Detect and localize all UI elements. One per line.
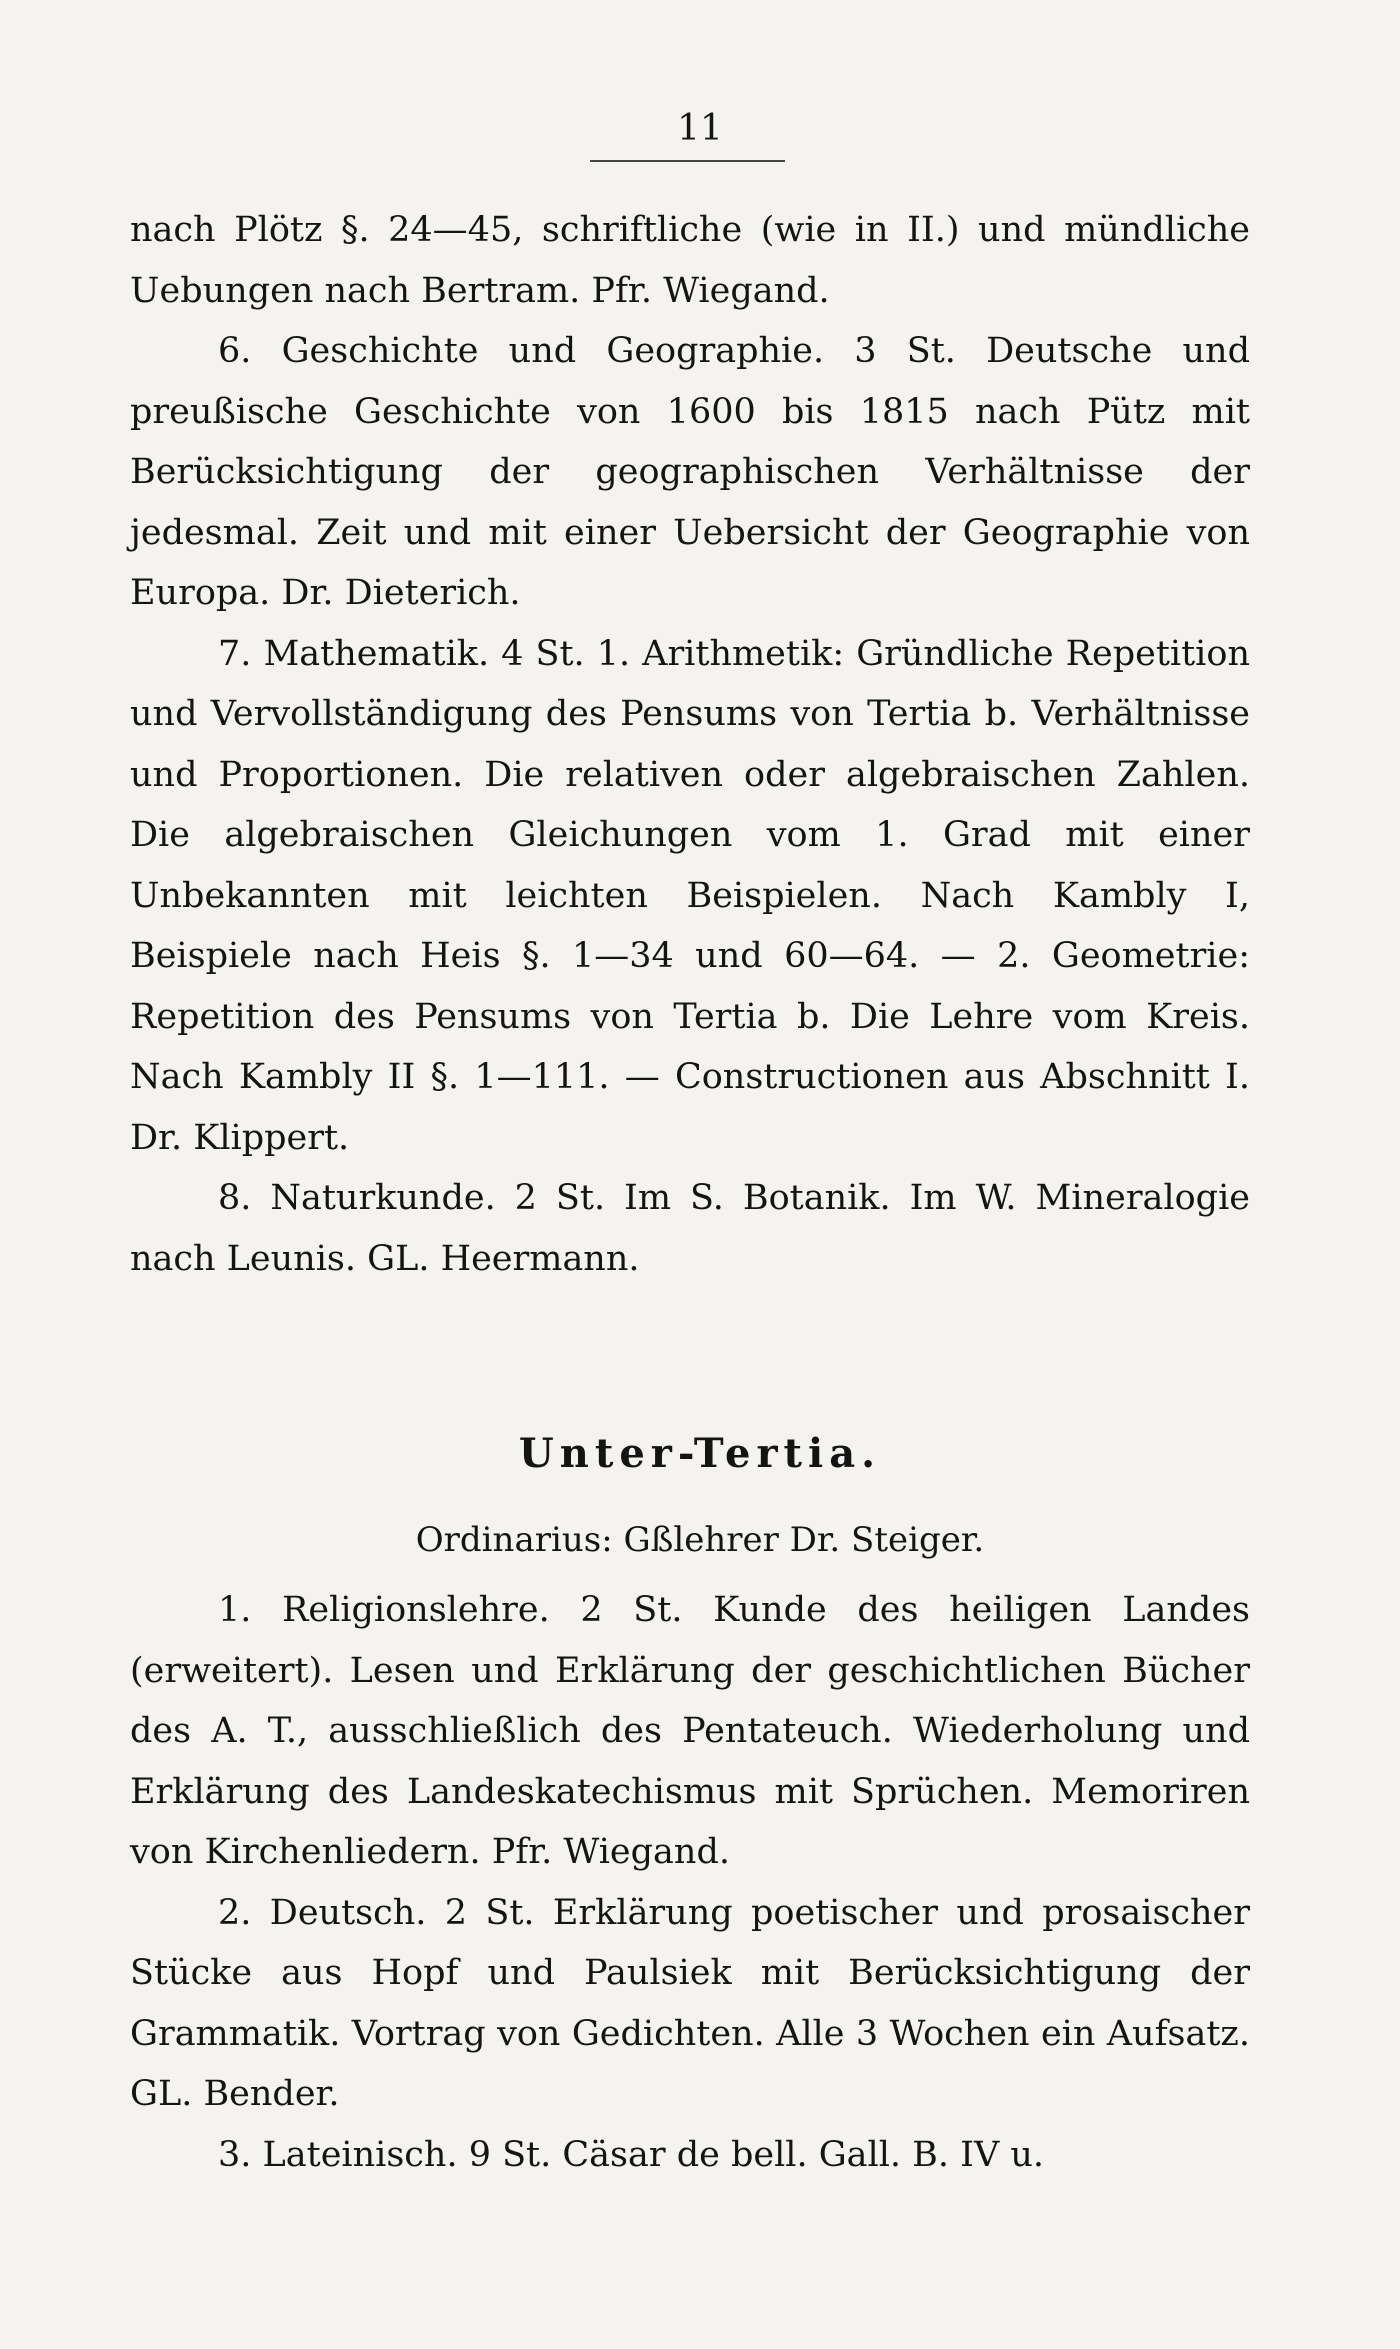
- header-rule: [590, 160, 785, 162]
- ordinarius-line: Ordinarius: Gßlehrer Dr. Steiger.: [415, 1520, 985, 1560]
- top-text-block: [130, 200, 1250, 1289]
- paragraph-deutsch: 2. Deutsch. 2 St. Erklärung poetischer und prosaischer Stücke aus Hopf und Paulsiek mit Berücksichtigung der Grammatik. Vortrag von Gedichten. Alle 3 Wochen ein Aufsatz. GL. Bender.: [130, 1892, 1250, 2114]
- paragraph-mathematik: 7. Mathematik. 4 St. 1. Arithmetik: Gründliche Repetition und Vervollständigung des Pensums von Tertia b. Verhältnisse und Proportionen. Die relativen oder algebraischen Zahlen. Die algebraischen Gleichungen vom 1. Grad mit einer Unbekannten mit leichten Beispielen. Nach Kambly I, Beispiele nach Heis §. 1—34 und 60—64. — 2. Geometrie: Repetition des Pensums von Tertia b. Die Lehre vom Kreis. Nach Kambly II §. 1—111. — Constructionen aus Abschnitt I. Dr. Klippert.: [130, 633, 1250, 1158]
- paragraph-continuation: nach Plötz §. 24—45, schriftliche (wie in II.) und mündliche Uebungen nach Bertram. Pfr. Wiegand.: [130, 210, 1250, 311]
- paragraph-naturkunde: 8. Naturkunde. 2 St. Im S. Botanik. Im W. Mineralogie nach Leunis. GL. Heermann.: [130, 1178, 1250, 1279]
- section-heading: Unter-Tertia.: [518, 1430, 882, 1477]
- page-number: 11: [677, 108, 723, 149]
- paragraph-geschichte: 6. Geschichte und Geographie. 3 St. Deutsche und preußische Geschichte von 1600 bis 1815 nach Pütz mit Berücksichtigung der geographischen Verhältnisse der jedesmal. Zeit und mit einer Uebersicht der Geographie von Europa. Dr. Dieterich.: [130, 331, 1250, 613]
- bottom-text-block: [130, 1580, 1250, 2185]
- paragraph-religionslehre: 1. Religionslehre. 2 St. Kunde des heiligen Landes (erweitert). Lesen und Erklärung der geschichtlichen Bücher des A. T., ausschließlich des Pentateuch. Wiederholung und Erklärung des Landeskatechismus mit Sprüchen. Memoriren von Kirchenliedern. Pfr. Wiegand.: [130, 1590, 1250, 1872]
- paragraph-lateinisch: 3. Lateinisch. 9 St. Cäsar de bell. Gall. B. IV u.: [218, 2134, 1045, 2175]
